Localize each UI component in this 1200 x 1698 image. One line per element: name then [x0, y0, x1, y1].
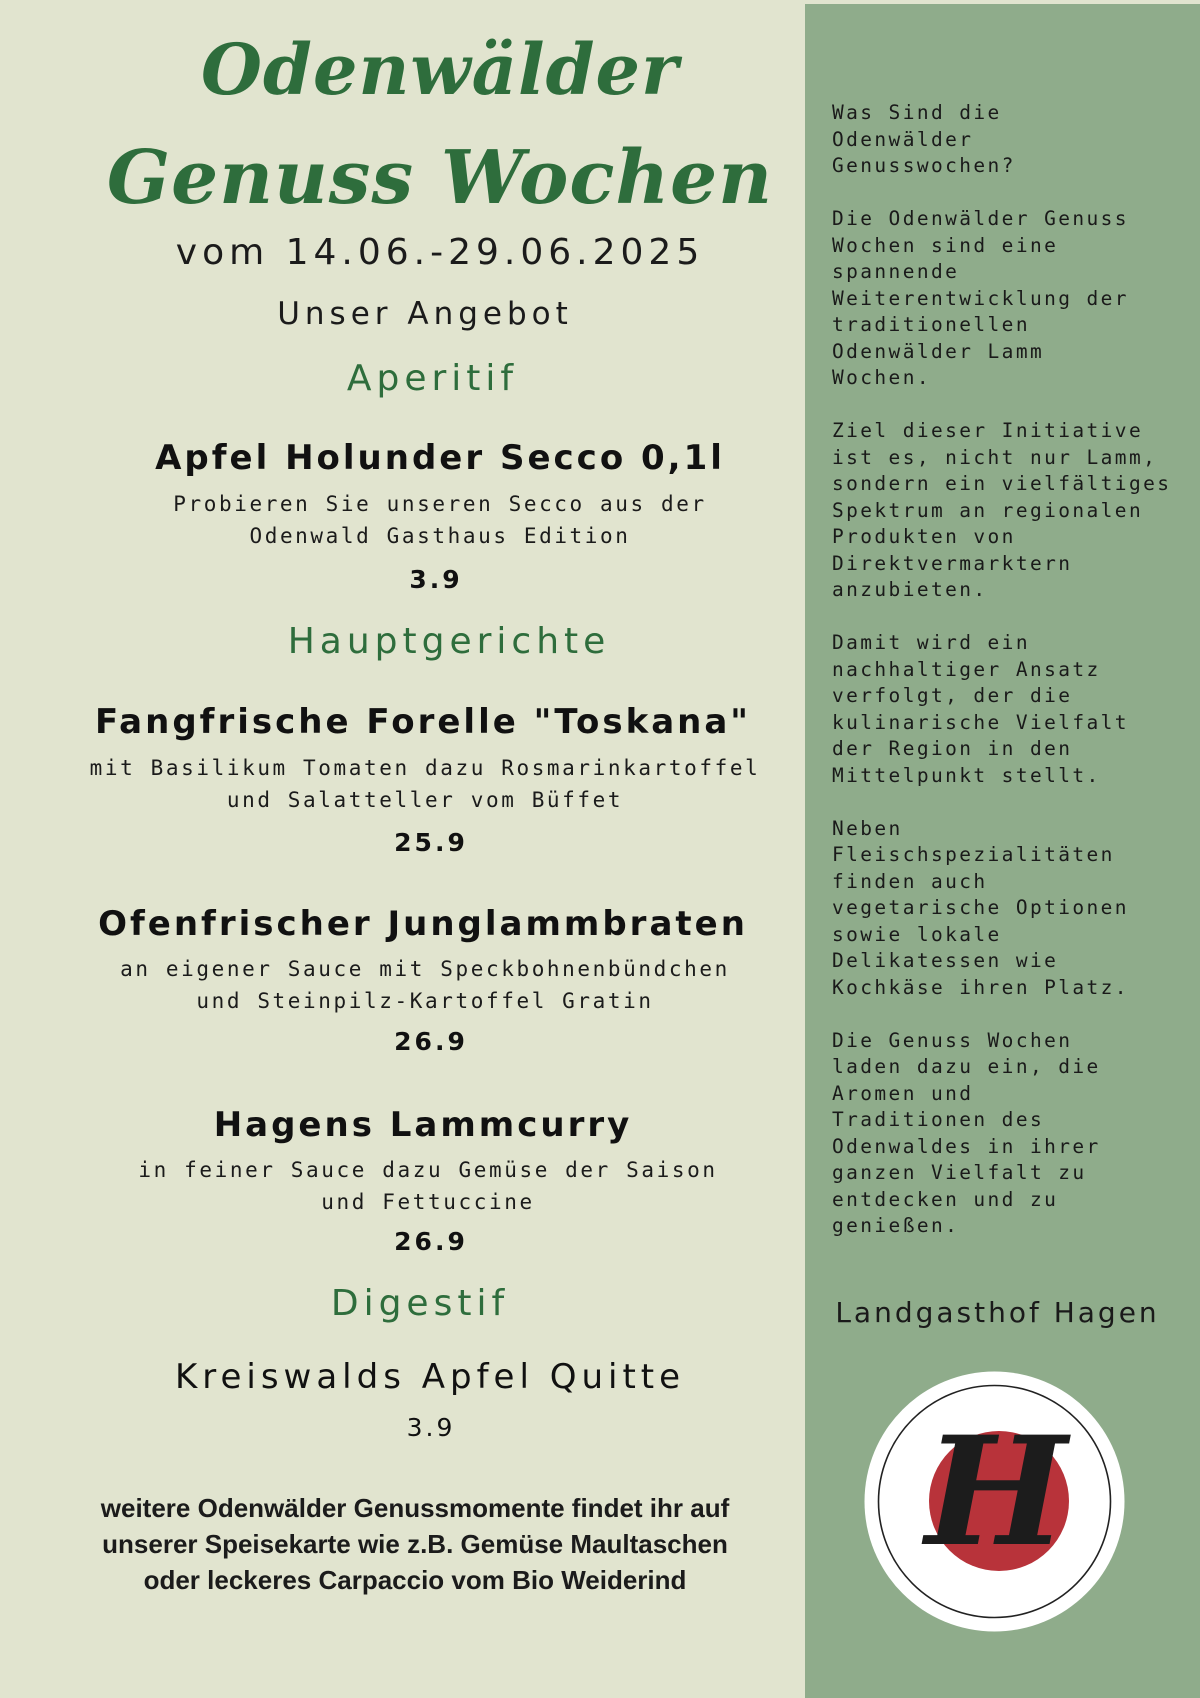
title-line2: Genuss Wochen — [106, 135, 774, 221]
sidebar-paragraph: Damit wird ein nachhaltiger Ansatz verfolgt, der die kulinarische Vielfalt der Region in den Mittelpunkt stellt. — [832, 631, 1129, 787]
item-description: in feiner Sauce dazu Gemüse der Saison und Fettuccine — [138, 1158, 718, 1214]
sidebar-text — [832, 100, 1192, 1266]
item-description: an eigener Sauce mit Speckbohnenbündchen und Steinpilz-Kartoffel Gratin — [120, 957, 730, 1013]
section-heading-digestif: Digestif — [330, 1283, 510, 1324]
item-name: Fangfrische Forelle "Toskana" — [94, 702, 752, 742]
brand-name: Landgasthof Hagen — [835, 1296, 1160, 1329]
sidebar-paragraph: Die Odenwälder Genuss Wochen sind eine spannende Weiterentwicklung der traditionellen Odenwälder Lamm Wochen. — [832, 207, 1129, 389]
item-price: 26.9 — [394, 1227, 468, 1256]
svg-text:H: H — [925, 1404, 1067, 1580]
item-name: Apfel Holunder Secco 0,1l — [155, 438, 725, 478]
item-description: mit Basilikum Tomaten dazu Rosmarinkartoffel und Salatteller vom Büffet — [89, 756, 761, 812]
hagen-logo-icon — [862, 1369, 1127, 1634]
footer-note: weitere Odenwälder Genussmomente findet ihr auf unserer Speisekarte wie z.B. Gemüse Maultaschen oder leckeres Carpaccio vom Bio Weiderind — [100, 1493, 730, 1595]
section-heading-aperitif: Aperitif — [346, 358, 519, 399]
item-name: Ofenfrischer Junglammbraten — [98, 904, 748, 944]
sidebar-paragraph: Die Genuss Wochen laden dazu ein, die Aromen und Traditionen des Odenwaldes in ihrer ganzen Vielfalt zu entdecken und zu genießen. — [832, 1028, 1101, 1237]
section-heading-main: Hauptgerichte — [287, 621, 611, 662]
item-description: Probieren Sie unseren Secco aus der Odenwald Gasthaus Edition — [173, 492, 707, 548]
sidebar-paragraph: Was Sind die Odenwälder Genusswochen? — [832, 101, 1016, 177]
item-name: Kreiswalds Apfel Quitte — [174, 1357, 686, 1397]
sidebar-paragraph: Ziel dieser Initiative ist es, nicht nur Lamm, sondern ein vielfältiges Spektrum an regionalen Produkten von Direktvermarktern anzubieten. — [832, 419, 1172, 601]
item-price: 25.9 — [394, 828, 468, 857]
item-price: 3.9 — [409, 565, 463, 594]
item-price: 3.9 — [406, 1413, 456, 1442]
title-line1: Odenwälder — [201, 28, 679, 111]
sidebar-paragraph: Neben Fleischspezialitäten finden auch vegetarische Optionen sowie lokale Delikatessen wie Kochkäse ihren Platz. — [832, 816, 1129, 999]
item-price: 26.9 — [394, 1027, 468, 1056]
item-name: Hagens Lammcurry — [213, 1105, 633, 1145]
date-range: vom 14.06.-29.06.2025 — [175, 232, 705, 273]
offer-label: Unser Angebot — [277, 296, 573, 332]
